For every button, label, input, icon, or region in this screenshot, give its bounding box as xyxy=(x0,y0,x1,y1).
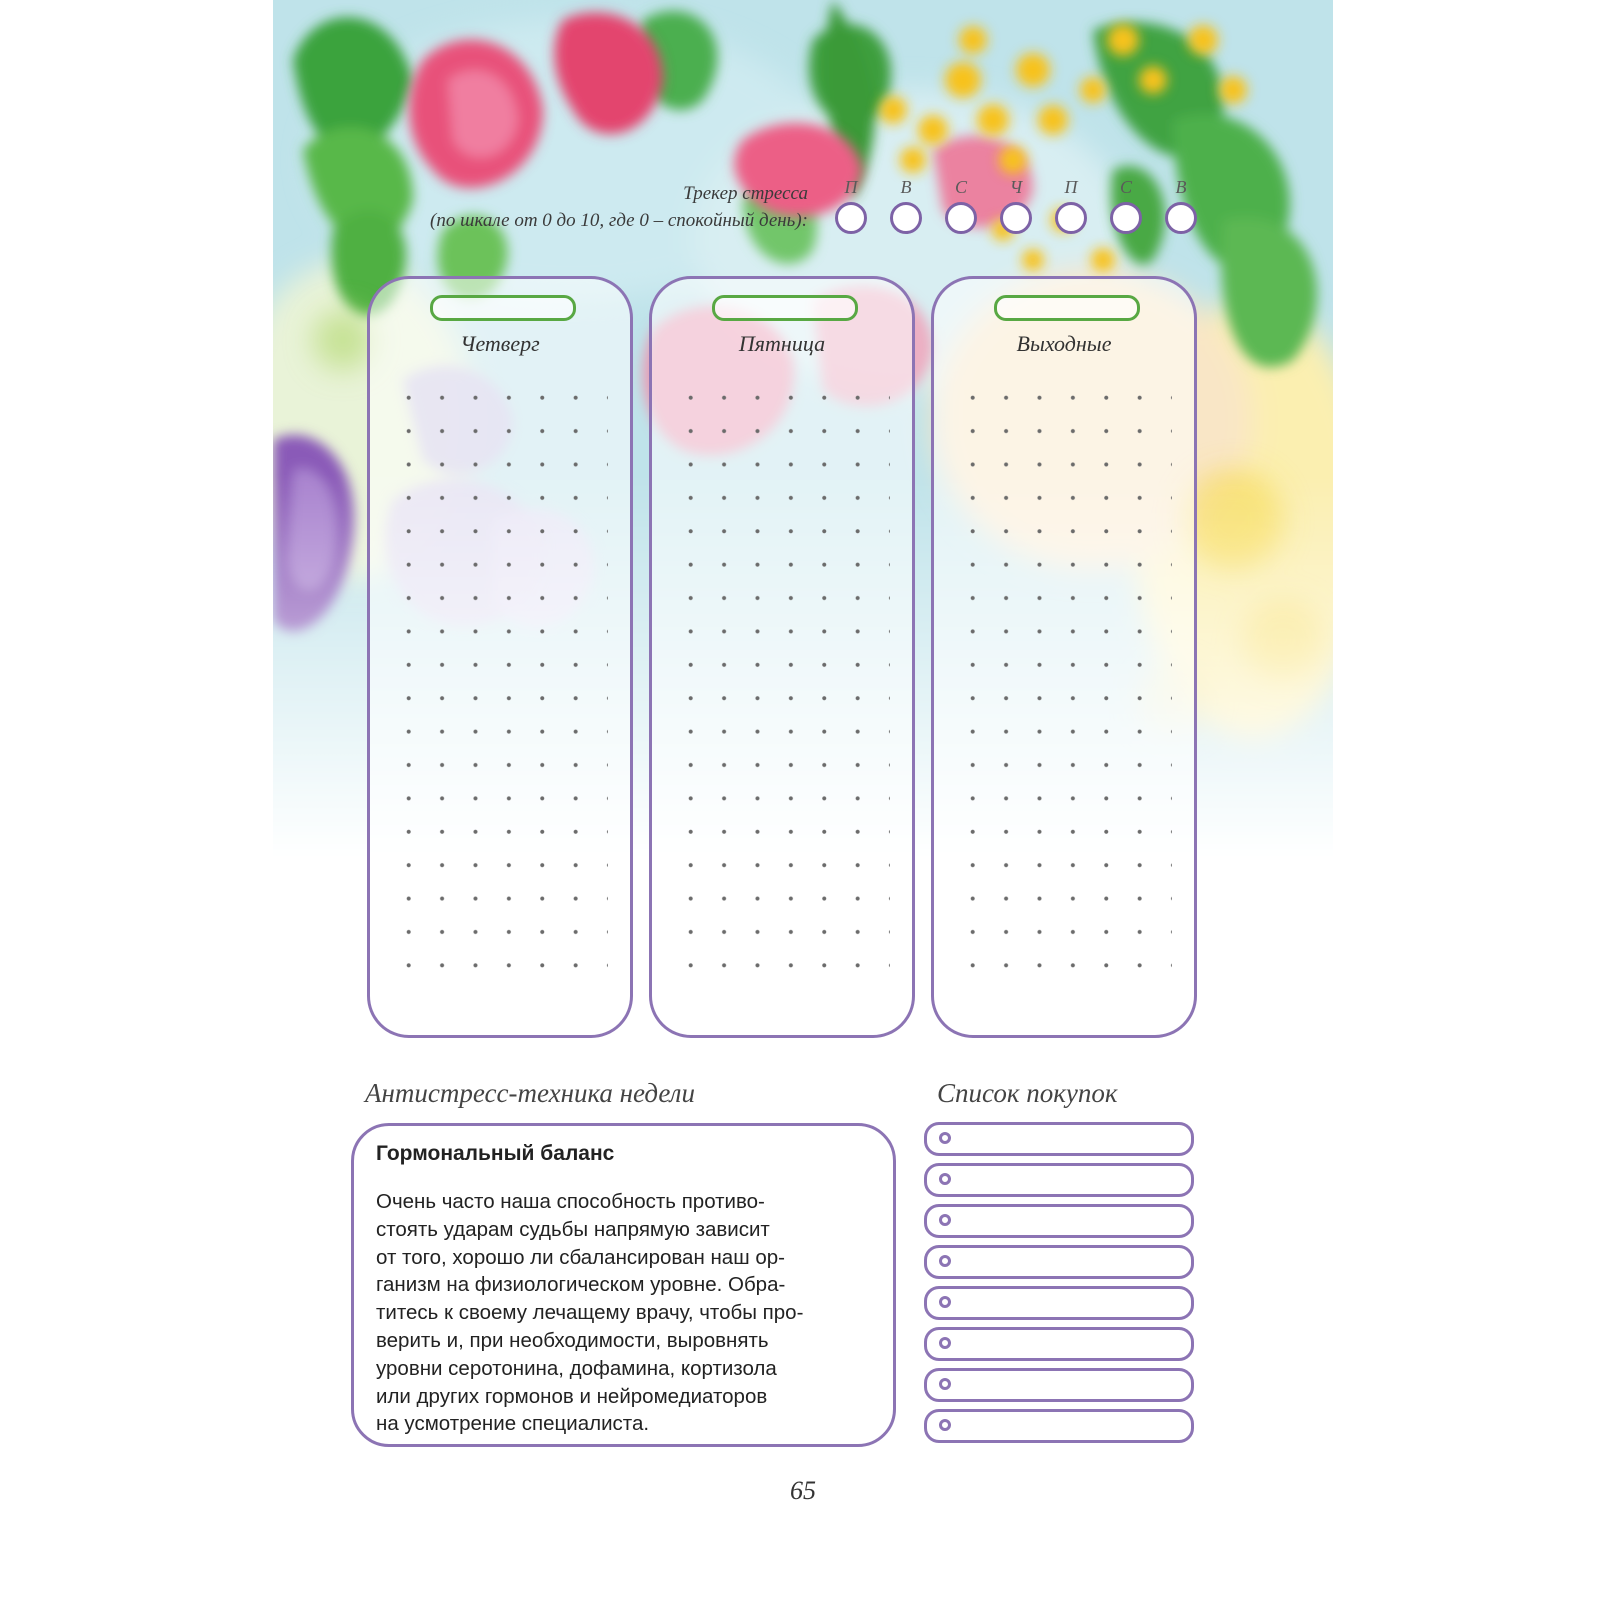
tracker-day-circle[interactable] xyxy=(1110,202,1142,234)
tracker-day-3 xyxy=(943,176,979,234)
tracker-day-2 xyxy=(888,176,924,234)
tracker-day-circle[interactable] xyxy=(1000,202,1032,234)
dot-grid-writing-area[interactable] xyxy=(392,381,608,993)
tracker-day-6 xyxy=(1108,176,1144,234)
tracker-day-letter: В xyxy=(1175,177,1187,197)
technique-text-line: уровни серотонина, дофамина, кортизола xyxy=(376,1356,777,1380)
technique-text-line: титесь к своему лечащему врачу, чтобы про- xyxy=(376,1301,804,1325)
technique-text-line: верить и, при необходимости, выровнять xyxy=(376,1328,769,1352)
tracker-day-4 xyxy=(998,176,1034,234)
bullet-circle-icon xyxy=(939,1173,951,1185)
planner-page xyxy=(273,0,1333,1600)
tracker-day-5 xyxy=(1053,176,1089,234)
bullet-circle-icon xyxy=(939,1378,951,1390)
shopping-list-heading: Список покупок xyxy=(937,1078,1118,1108)
bullet-circle-icon xyxy=(939,1132,951,1144)
day-card-title: Выходные xyxy=(1016,331,1112,356)
technique-text-line: стоять ударам судьбы напрямую зависит xyxy=(376,1217,770,1241)
technique-box xyxy=(351,1123,896,1447)
tracker-day-7 xyxy=(1163,176,1199,234)
technique-text-line: от того, хорошо ли сбалансирован наш ор- xyxy=(376,1245,785,1269)
tracker-day-circle[interactable] xyxy=(890,202,922,234)
shopping-list-item[interactable] xyxy=(924,1286,1194,1320)
technique-text-line: или других гормонов и нейромедиаторов xyxy=(376,1384,768,1408)
tracker-day-letter: П xyxy=(1064,177,1078,197)
tracker-day-letter: П xyxy=(844,177,858,197)
tracker-day-letter: Ч xyxy=(1009,177,1023,197)
shopping-list-item[interactable] xyxy=(924,1122,1194,1156)
tracker-day-circle[interactable] xyxy=(945,202,977,234)
tracker-day-1 xyxy=(833,176,869,234)
shopping-list-item[interactable] xyxy=(924,1163,1194,1197)
stress-tracker-title-line2: (по шкале от 0 до 10, где 0 – спокойный день): xyxy=(430,210,808,231)
day-card-weekend xyxy=(931,276,1197,1038)
bullet-circle-icon xyxy=(939,1214,951,1226)
day-card-tab xyxy=(994,295,1140,321)
tracker-day-letter: В xyxy=(900,177,912,197)
stress-tracker-title xyxy=(430,180,808,234)
tracker-day-letter: С xyxy=(954,177,967,197)
technique-text-line: Очень часто наша способность противо- xyxy=(376,1190,765,1213)
technique-text-line: ганизм на физиологическом уровне. Обра- xyxy=(376,1273,786,1297)
shopping-list-item[interactable] xyxy=(924,1409,1194,1443)
day-card-tab xyxy=(430,295,576,321)
day-card-title: Пятница xyxy=(738,331,826,356)
shopping-list-item[interactable] xyxy=(924,1368,1194,1402)
dot-grid-writing-area[interactable] xyxy=(674,381,890,993)
shopping-list-item[interactable] xyxy=(924,1327,1194,1361)
technique-heading: Антистресс-техника недели xyxy=(365,1078,695,1108)
bullet-circle-icon xyxy=(939,1419,951,1431)
day-card-thursday xyxy=(367,276,633,1038)
shopping-list-item[interactable] xyxy=(924,1204,1194,1238)
shopping-list-item[interactable] xyxy=(924,1245,1194,1279)
stress-tracker-days xyxy=(833,176,1233,246)
dot-grid-writing-area[interactable] xyxy=(956,381,1172,993)
tracker-day-letter: С xyxy=(1119,177,1132,197)
technique-text xyxy=(376,1188,876,1438)
stress-tracker-title-line1: Трекер стресса xyxy=(683,183,808,204)
tracker-day-circle[interactable] xyxy=(835,202,867,234)
bullet-circle-icon xyxy=(939,1337,951,1349)
bullet-circle-icon xyxy=(939,1255,951,1267)
tracker-day-circle[interactable] xyxy=(1055,202,1087,234)
bullet-circle-icon xyxy=(939,1296,951,1308)
technique-text-line: на усмотрение специалиста. xyxy=(376,1412,650,1436)
day-card-friday xyxy=(649,276,915,1038)
tracker-day-circle[interactable] xyxy=(1165,202,1197,234)
day-card-tab xyxy=(712,295,858,321)
technique-title: Гормональный баланс xyxy=(376,1142,615,1165)
day-card-title: Четверг xyxy=(460,331,540,356)
page-number: 65 xyxy=(790,1476,816,1505)
